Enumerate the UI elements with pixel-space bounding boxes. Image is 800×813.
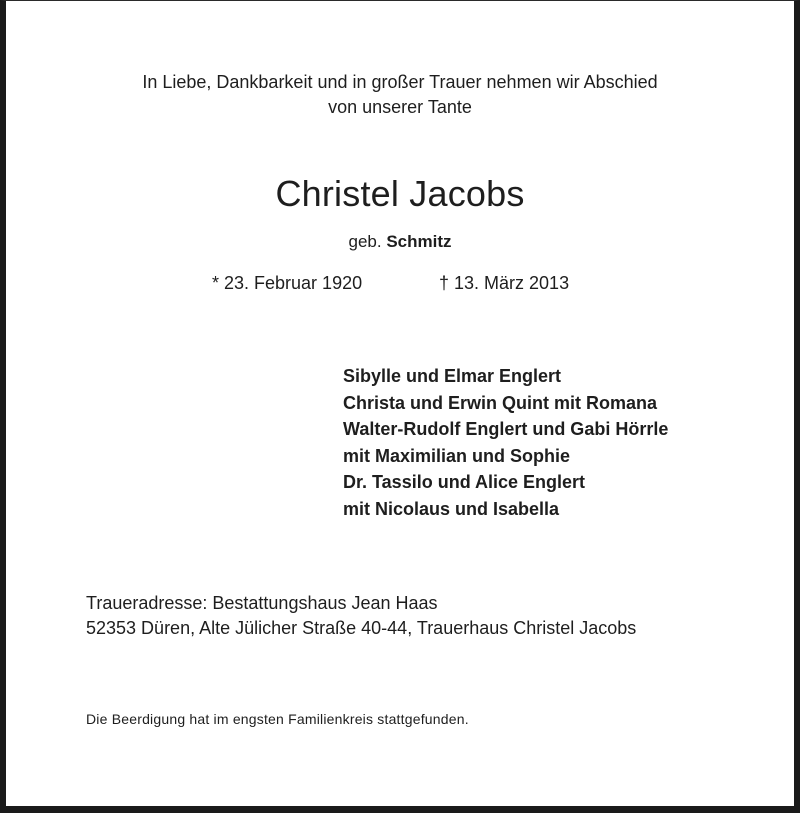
mourner-line: mit Maximilian und Sophie: [343, 445, 571, 466]
mourners-list: [343, 363, 668, 523]
born-prefix: geb.: [348, 232, 382, 251]
address-line-2: 52353 Düren, Alte Jülicher Straße 40-44, Trauerhaus Christel Jacobs: [86, 618, 637, 638]
deceased-name: Christel Jacobs: [275, 173, 525, 214]
mourner-line: Dr. Tassilo und Alice Englert: [343, 472, 586, 493]
maiden-name-line: [0, 231, 800, 253]
intro-line-2: von unserer Tante: [328, 97, 472, 117]
mourner-line: Christa und Erwin Quint mit Romana: [343, 392, 658, 413]
birth-date: * 23. Februar 1920: [212, 273, 363, 293]
mourning-address: [86, 591, 636, 641]
address-line-1: Traueradresse: Bestattungshaus Jean Haas: [86, 593, 438, 613]
death-date: † 13. März 2013: [439, 273, 570, 293]
mourner-line: mit Nicolaus und Isabella: [343, 498, 560, 519]
intro-line-1: In Liebe, Dankbarkeit und in großer Trauer nehmen wir Abschied: [142, 72, 658, 92]
mourner-line: Sibylle und Elmar Englert: [343, 366, 562, 386]
maiden-name: Schmitz: [386, 232, 452, 251]
funeral-note: Die Beerdigung hat im engsten Familienkreis stattgefunden.: [86, 711, 469, 727]
intro-text: [0, 70, 800, 120]
mourner-line: Walter-Rudolf Englert und Gabi Hörrle: [343, 419, 669, 440]
